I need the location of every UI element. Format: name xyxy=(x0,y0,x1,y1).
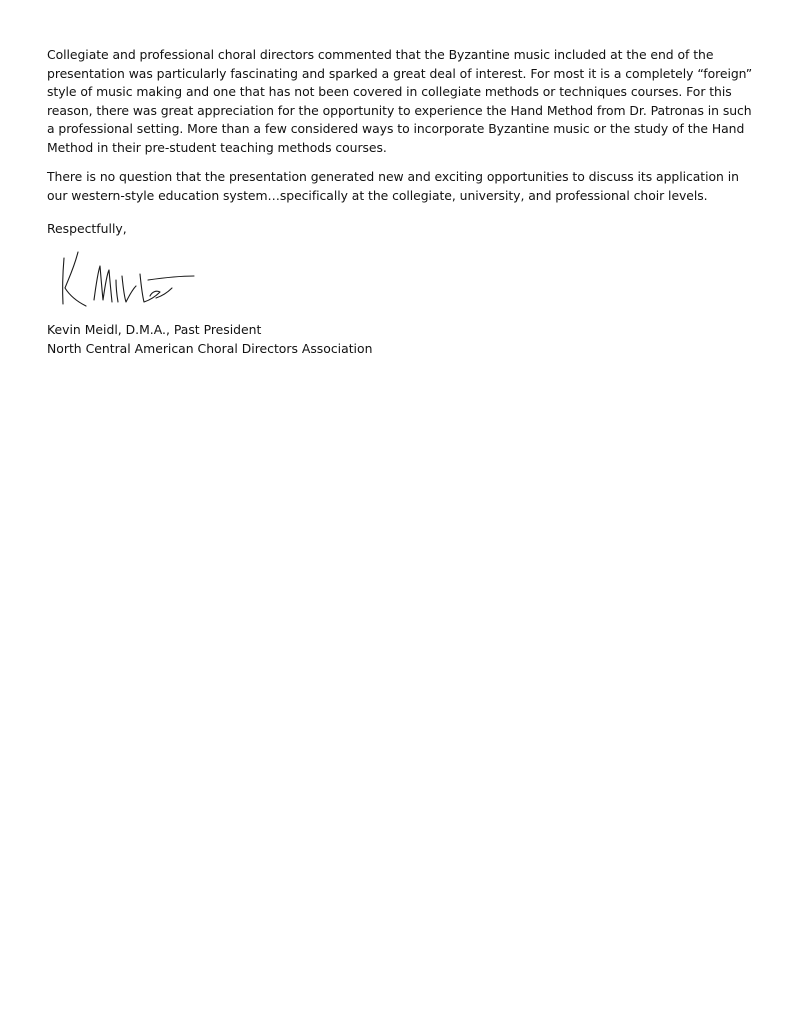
paragraph-line: style of music making and one that has not been covered in collegiate methods or techniques courses. For this xyxy=(47,84,732,99)
paragraph-line: a professional setting. More than a few considered ways to incorporate Byzantine music or the study of the Hand xyxy=(47,121,745,136)
paragraph-line: There is no question that the presentation generated new and exciting opportunities to discuss its application in xyxy=(47,169,739,184)
signature-block xyxy=(47,321,372,358)
closing-salutation: Respectfully, xyxy=(47,221,127,236)
paragraph-line: Method in their pre-student teaching methods courses. xyxy=(47,139,387,155)
paragraph-line: reason, there was great appreciation for the opportunity to experience the Hand Method from Dr. Patronas in such xyxy=(47,102,752,118)
paragraph-line: Collegiate and professional choral directors commented that the Byzantine music included at the end of the xyxy=(47,47,714,62)
signer-organization: North Central American Choral Directors Association xyxy=(47,340,373,356)
paragraph-line: presentation was particularly fascinating and sparked a great deal of interest. For most it is a completely “foreign” xyxy=(47,65,753,81)
signer-name: Kevin Meidl, D.M.A., Past President xyxy=(47,322,262,337)
body-paragraph-1 xyxy=(47,46,753,157)
paragraph-line: our western-style education system…specifically at the collegiate, university, and professional choir levels. xyxy=(47,187,708,203)
handwritten-signature xyxy=(44,240,204,315)
body-paragraph-2 xyxy=(47,168,747,205)
